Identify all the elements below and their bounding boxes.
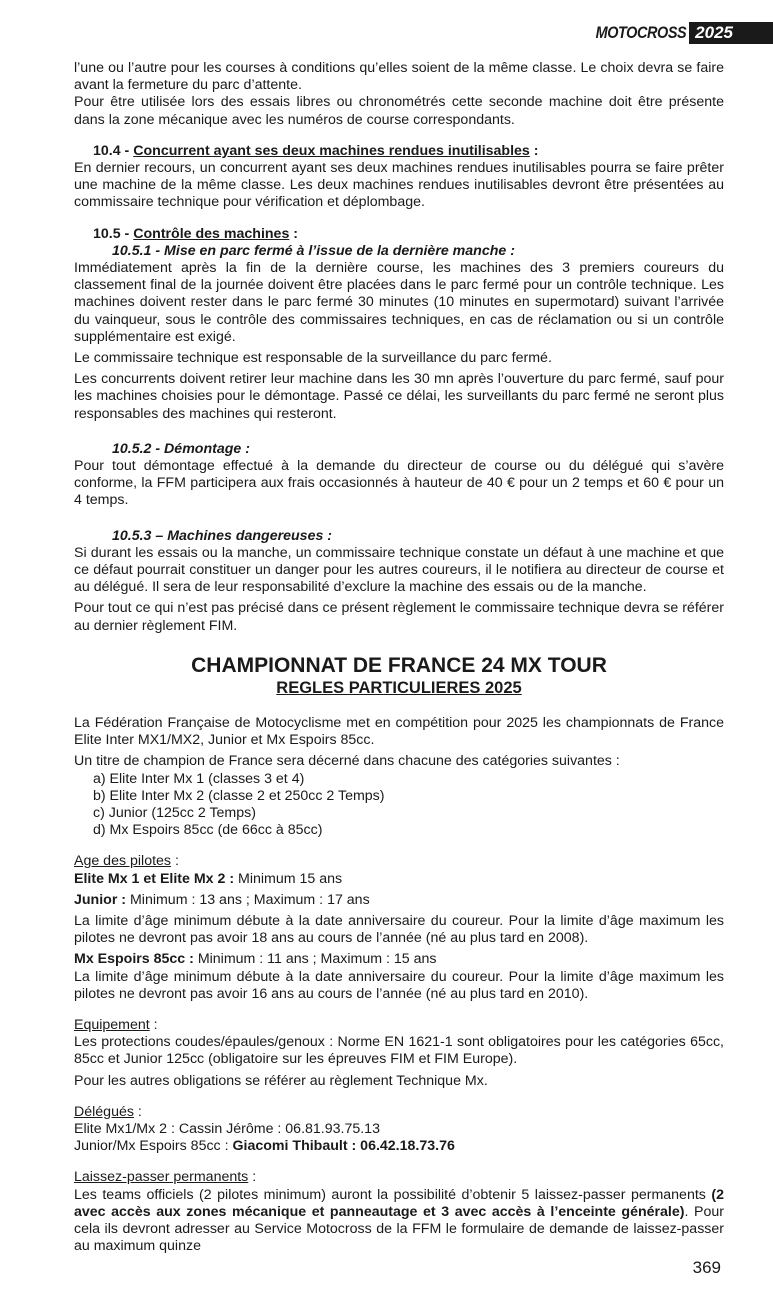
championship-title: CHAMPIONNAT DE FRANCE 24 MX TOUR [191,653,607,677]
paragraph: Si durant les essais ou la manche, un commissaire technique constate un défaut à une machine et que ce défaut pourrait constituer un danger pour les autres coureurs, il le notifiera au directeur de course et au délégué. Il sera de leur responsabilité d’exclure la machine des essais ou de la manche. [74,544,724,596]
section-title: Contrôle des machines [133,225,290,242]
paragraph: Pour les autres obligations se référer au règlement Technique Mx. [74,1072,488,1089]
section-heading-10-4: 10.4 - Concurrent ayant ses deux machines rendues inutilisables : [93,142,539,159]
age-junior: Junior : Minimum : 13 ans ; Maximum : 17 ans [74,891,370,908]
paragraph: Les teams officiels (2 pilotes minimum) auront la possibilité d’obtenir 5 laissez-passer permanents (2 avec accès aux zones mécanique et panneautage et 3 avec accès à l’enceinte générale). Pour cela ils devront adresser au Service Motocross de la FFM le formulaire de demande de laissez-passer au maximum quinze [74,1186,724,1255]
subsection-heading: 10.5.2 - Démontage : [112,440,250,457]
delegates-heading: Délégués : [74,1103,142,1120]
paragraph: Les concurrents doivent retirer leur machine dans les 30 mn après l’ouverture du parc fermé, sauf pour les machines choisies pour le démontage. Passé ce délai, les surveillants du parc fermé ne seront plus responsables des machines qui resteront. [74,371,724,422]
age-elite: Elite Mx 1 et Elite Mx 2 : Minimum 15 ans [74,870,343,887]
subsection-heading: 10.5.3 – Machines dangereuses : [112,527,333,544]
list-item: b) Elite Inter Mx 2 (classe 2 et 250cc 2 Temps) [93,787,385,804]
page-number: 369 [692,1258,721,1277]
subsection-heading: 10.5.1 - Mise en parc fermé à l’issue de la dernière manche : [112,242,515,259]
header-year: 2025 [689,22,773,44]
paragraph: Pour être utilisée lors des essais libres ou chronométrés cette seconde machine doit être présente dans la zone mécanique avec les numéros de course correspondants. [74,94,724,128]
running-header [579,22,773,44]
paragraph: Pour tout ce qui n’est pas précisé dans ce présent règlement le commissaire technique devra se référer au dernier règlement FIM. [74,600,724,634]
paragraph: Immédiatement après la fin de la dernière course, les machines des 3 premiers coureurs du classement final de la journée doivent être placées dans le parc fermé pour un contrôle technique. Les machines doivent rester dans le parc fermé 30 minutes (10 minutes en supermotard) suivant l’arrivée du vainqueur, sous le contrôle des commissaires techniques, en cas de réclamation ou si un contrôle supplémentaire est exigé. [74,260,724,345]
paragraph: l’une ou l’autre pour les courses à conditions qu’elles soient de la même classe. Le choix devra se faire avant la fermeture du parc d’attente. [74,60,724,94]
age-espoirs: Mx Espoirs 85cc : Minimum : 11 ans ; Maximum : 15 ans [74,951,437,968]
category-list [74,771,724,840]
delegate-line: Elite Mx1/Mx 2 : Cassin Jérôme : 06.81.93.75.13 [74,1120,380,1137]
championship-subtitle: REGLES PARTICULIERES 2025 [276,678,522,697]
passes-heading: Laissez-passer permanents : [74,1169,257,1186]
paragraph: La limite d’âge minimum débute à la date anniversaire du coureur. Pour la limite d’âge maximum les pilotes ne devront pas avoir 16 ans au cours de l’année (né au plus tard en 2010). [74,968,724,1002]
section-heading-10-5: 10.5 - Contrôle des machines : [93,225,299,242]
equipment-heading: Equipement : [74,1016,158,1033]
header-title: MOTOCROSS [595,23,686,42]
paragraph: En dernier recours, un concurrent ayant ses deux machines rendues inutilisables pourra se faire prêter une machine de la même classe. Les deux machines rendues inutilisables devront être présentées au commissaire technique pour vérification et déplombage. [74,160,724,211]
list-item: c) Junior (125cc 2 Temps) [93,804,256,821]
age-heading: Age des pilotes : [74,853,179,870]
paragraph: La Fédération Française de Motocyclisme met en compétition pour 2025 les championnats de France Elite Inter MX1/MX2, Junior et Mx Espoirs 85cc. [74,714,724,749]
paragraph: La limite d’âge minimum débute à la date anniversaire du coureur. Pour la limite d’âge maximum les pilotes ne devront pas avoir 18 ans au cours de l’année (né au plus tard en 2008). [74,912,724,947]
paragraph: Pour tout démontage effectué à la demande du directeur de course ou du délégué qui s’avère conforme, la FFM participera aux frais occasionnés à hauteur de 40 € pour un 2 temps et 60 € pour un 4 temps. [74,458,724,509]
delegate-line: Junior/Mx Espoirs 85cc : Giacomi Thibault : 06.42.18.73.76 [74,1138,455,1155]
page-content [74,60,724,1255]
list-item: a) Elite Inter Mx 1 (classes 3 et 4) [93,770,305,787]
list-item: d) Mx Espoirs 85cc (de 66cc à 85cc) [93,822,323,839]
paragraph: Un titre de champion de France sera décerné dans chacune des catégories suivantes : [74,753,620,770]
paragraph: Le commissaire technique est responsable de la surveillance du parc fermé. [74,350,552,367]
section-title: Concurrent ayant ses deux machines rendues inutilisables [133,142,530,159]
paragraph: Les protections coudes/épaules/genoux : Norme EN 1621-1 sont obligatoires pour les catégories 65cc, 85cc et Junior 125cc (obligatoire sur les épreuves FIM et FIM Europe). [74,1034,724,1068]
